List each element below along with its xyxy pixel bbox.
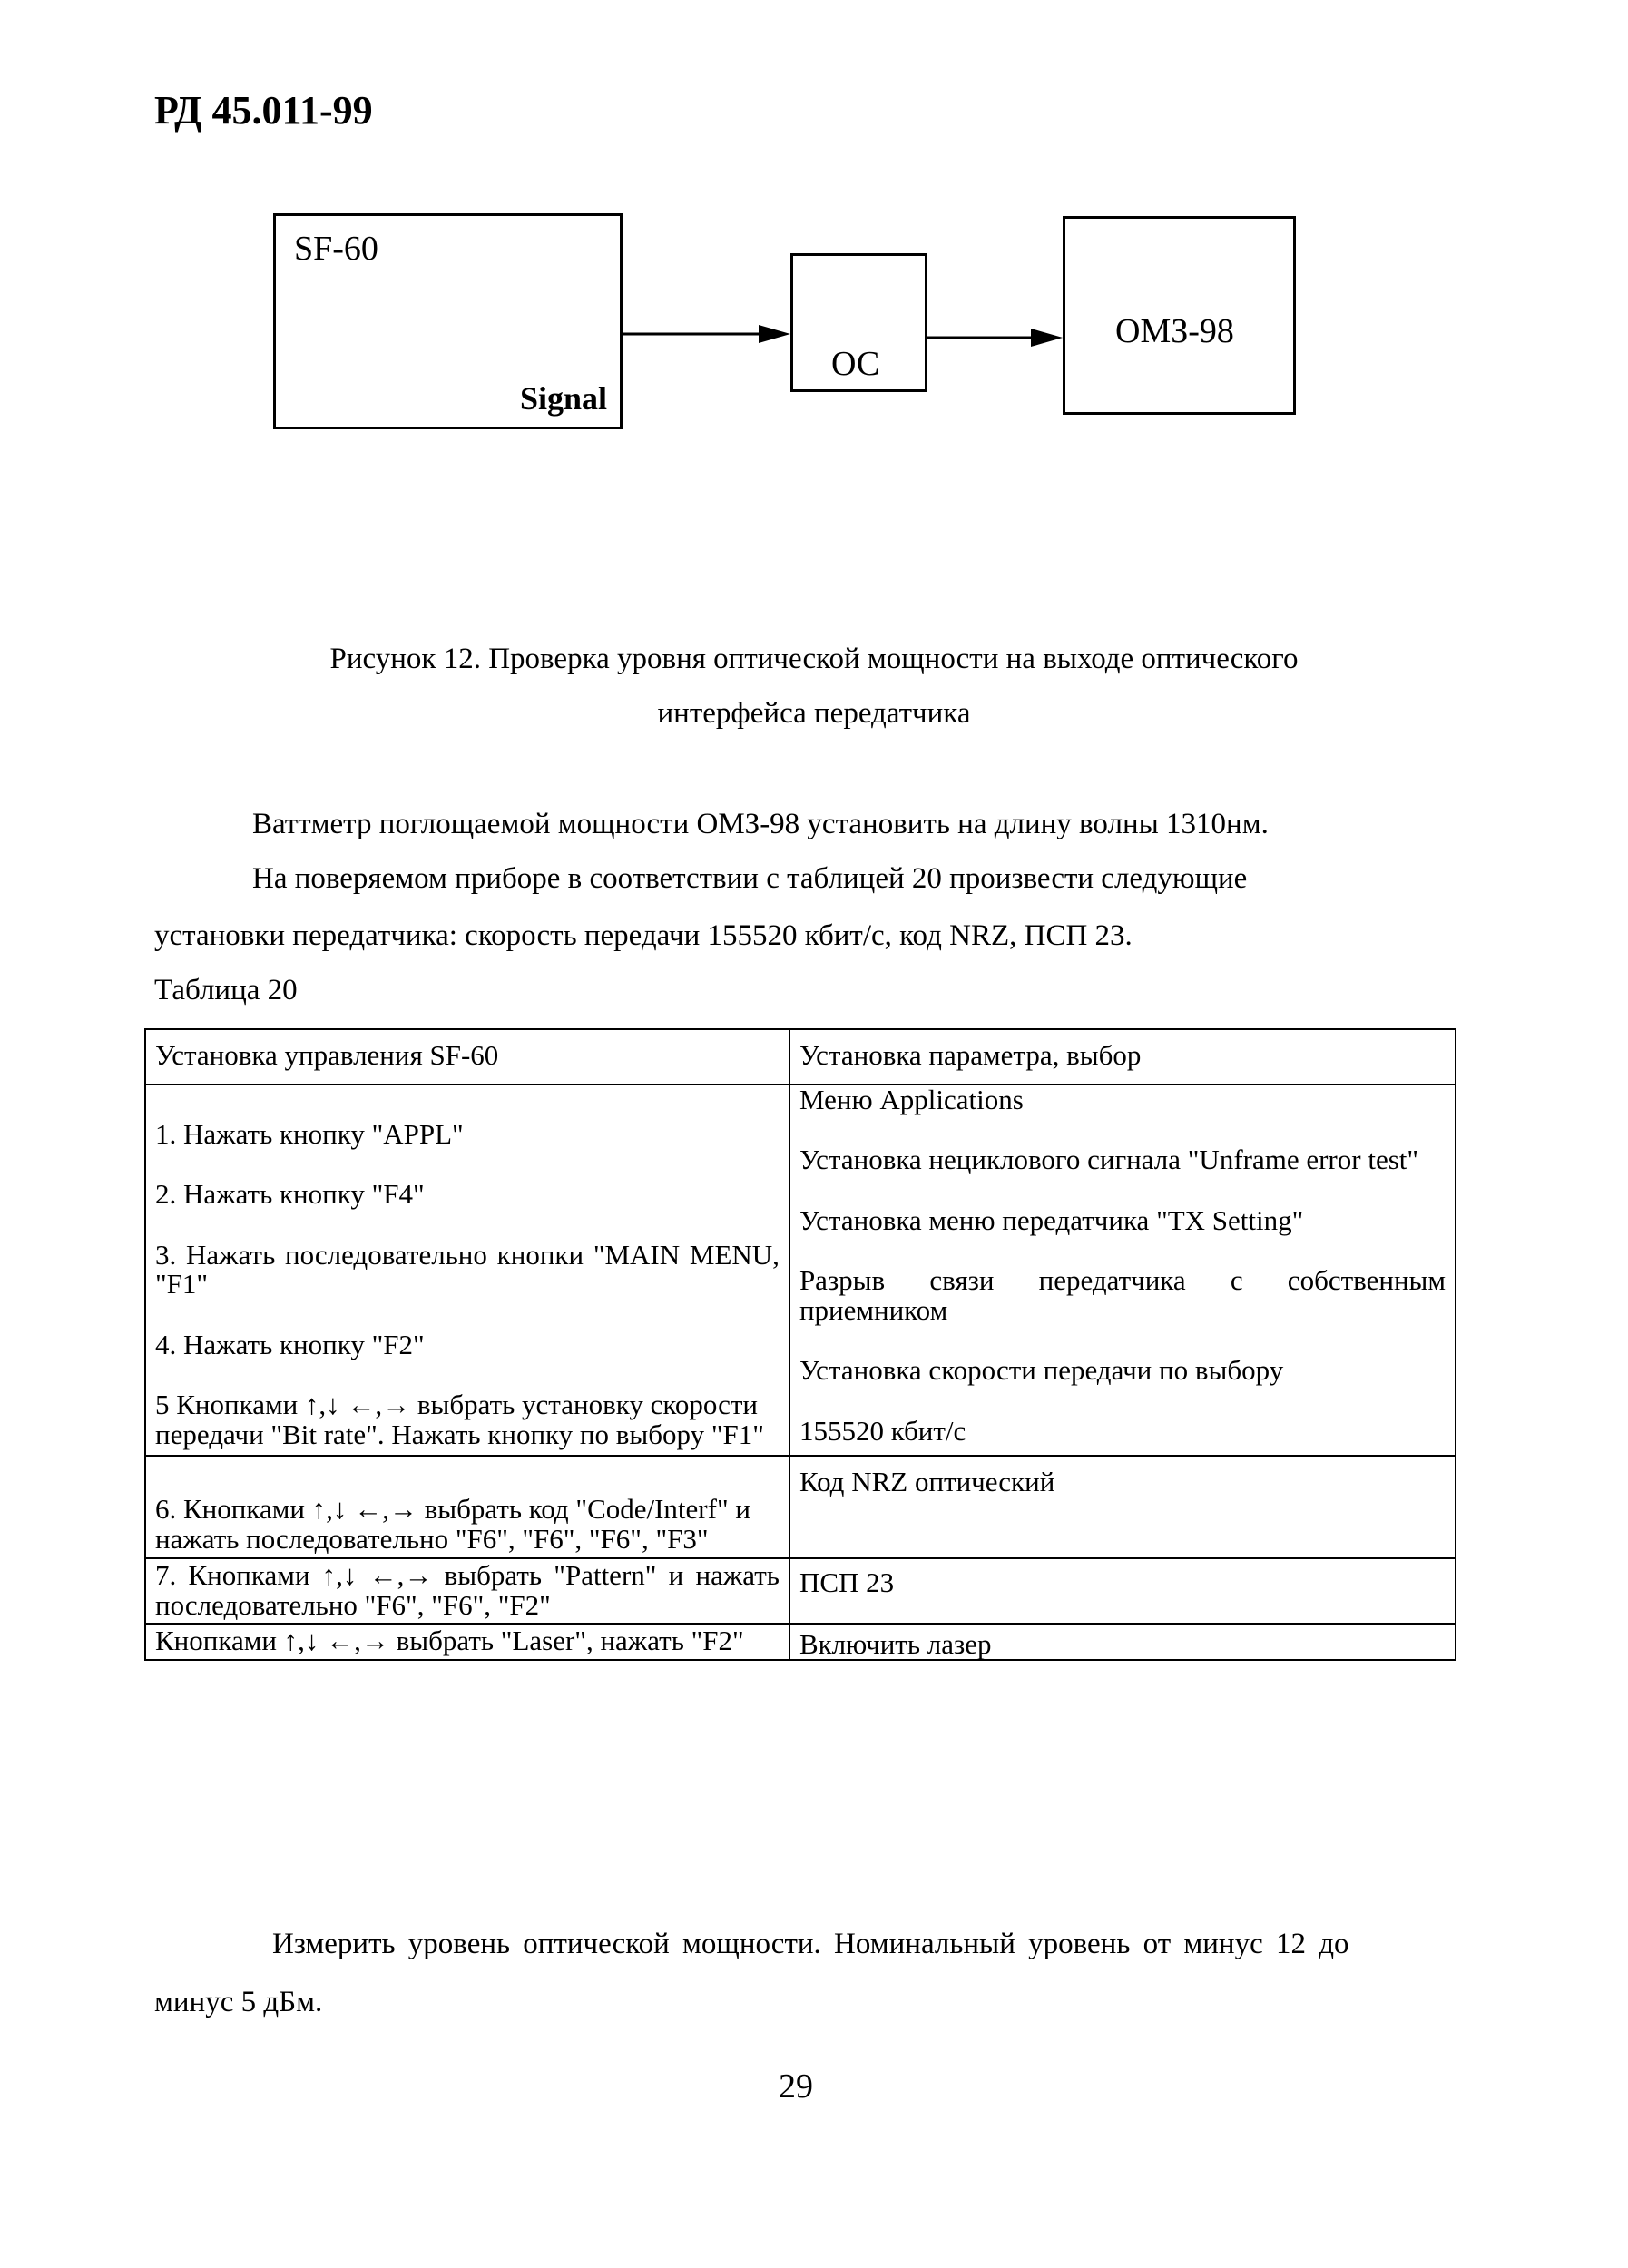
table-cell-left: 6. Кнопками ↑,↓ ←,→ выбрать код "Code/Interf" и нажать последовательно "F6", "F6", "F6", "F3" <box>145 1456 789 1558</box>
settings-table <box>144 1028 1456 1661</box>
sf60-title: SF-60 <box>294 230 378 268</box>
result-text: 155520 кбит/с <box>799 1414 966 1447</box>
document-id: РД 45.011-99 <box>154 88 373 133</box>
paragraph-3-line1: Измерить уровень оптической мощности. Номинальный уровень от минус 12 до <box>272 1928 1349 1960</box>
result-text: Установка скорости передачи по выбору <box>799 1354 1284 1387</box>
table-cell-right <box>789 1085 1456 1457</box>
table-cell-right: Включить лазер <box>789 1624 1456 1661</box>
step-text: 4. Нажать кнопку "F2" <box>155 1328 425 1360</box>
page-number: 29 <box>779 2067 813 2106</box>
table-row <box>145 1456 1456 1558</box>
signal-port-label: Signal <box>519 380 607 417</box>
paragraph-2-line2: установки передатчика: скорость передачи 155520 кбит/с, код NRZ, ПСП 23. <box>154 919 1133 952</box>
header-cell: Установка управления SF-60 <box>145 1029 789 1085</box>
paragraph-2-line1: На поверяемом приборе в соответствии с таблицей 20 произвести следующие <box>252 862 1248 895</box>
figure-caption-line2: интерфейса передатчика <box>657 697 971 730</box>
oc-label: ОС <box>831 345 880 383</box>
paragraph-1: Ваттметр поглощаемой мощности ОМЗ-98 установить на длину волны 1310нм. <box>252 808 1269 840</box>
table-title: Таблица 20 <box>154 974 298 1006</box>
figure-caption-line1: Рисунок 12. Проверка уровня оптической мощности на выходе оптического <box>329 643 1299 675</box>
table-cell-left <box>145 1085 789 1457</box>
table-header-row <box>145 1029 1456 1085</box>
result-text: Установка меню передатчика "TX Setting" <box>799 1203 1304 1236</box>
table-cell-right: Код NRZ оптический <box>789 1456 1456 1558</box>
table-row <box>145 1558 1456 1623</box>
step-text: 5 Кнопками ↑,↓ ←,→ выбрать установку скорости передачи "Bit rate". Нажать кнопку по выбору "F1" <box>155 1389 764 1450</box>
table-cell-left: 7. Кнопками ↑,↓ ←,→ выбрать "Pattern" и нажать последовательно "F6", "F6", "F2" <box>145 1558 789 1623</box>
table-row <box>145 1085 1456 1457</box>
step-text: 3. Нажать последовательно кнопки "MAIN MENU, "F1" <box>155 1238 780 1301</box>
table-cell-left: Кнопками ↑,↓ ←,→ выбрать "Laser", нажать "F2" <box>145 1624 789 1661</box>
arrowhead-2 <box>1031 329 1063 347</box>
header-cell: Установка параметра, выбор <box>789 1029 1456 1085</box>
step-text: 2. Нажать кнопку "F4" <box>155 1178 425 1211</box>
omz98-label: ОМЗ-98 <box>1115 312 1234 350</box>
table-cell-right: ПСП 23 <box>789 1558 1456 1623</box>
result-text: Установка нециклового сигнала "Unframe error test" <box>799 1144 1419 1176</box>
paragraph-3-line2: минус 5 дБм. <box>154 1986 323 2018</box>
result-text: Разрыв связи передатчика с собственным приемником <box>799 1264 1446 1326</box>
result-text: Меню Applications <box>799 1083 1024 1115</box>
table-row <box>145 1624 1456 1661</box>
arrowhead-1 <box>759 325 790 343</box>
step-text: 1. Нажать кнопку "APPL" <box>155 1117 464 1150</box>
diagram-arrows <box>0 0 1628 635</box>
